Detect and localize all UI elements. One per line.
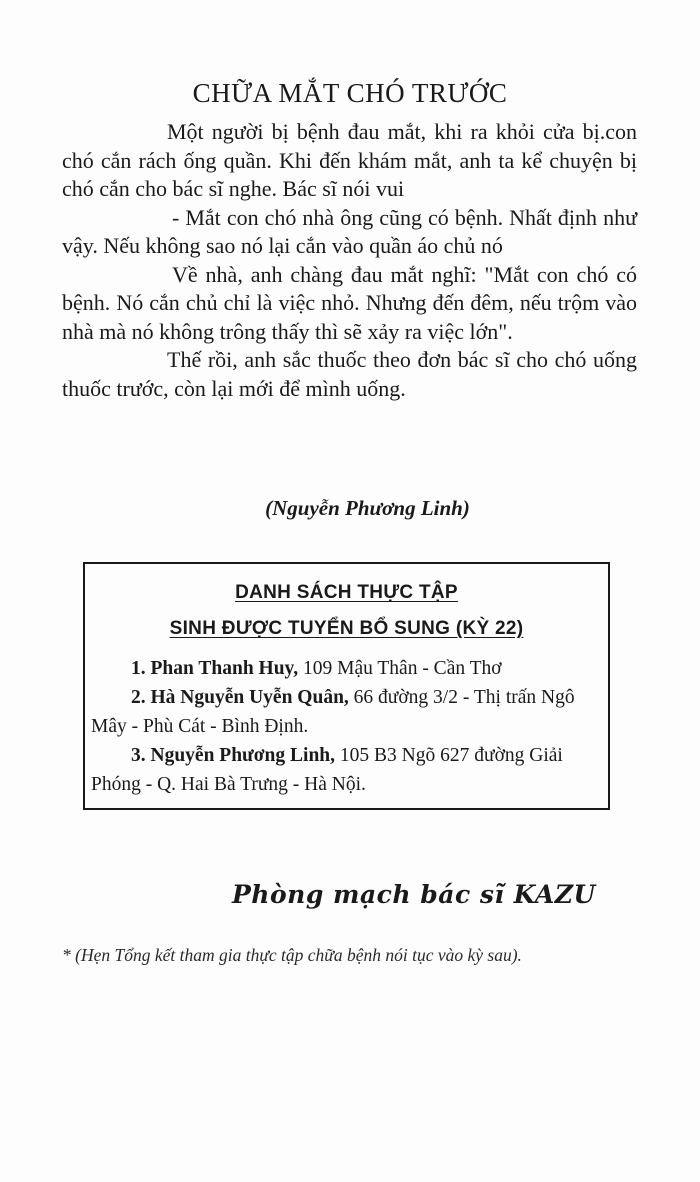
list-item	[91, 654, 613, 683]
intern-name: 1. Phan Thanh Huy,	[131, 658, 299, 679]
story-author: (Nguyễn Phương Linh)	[265, 496, 470, 520]
story-body	[62, 118, 637, 403]
intern-name: 2. Hà Nguyễn Uyễn Quân,	[131, 687, 349, 708]
intern-address: 66 đường 3/2 - Thị trấn Ngô Mây - Phù Cát - Bình Định.	[91, 687, 575, 737]
intern-list-title: DANH SÁCH THỰC TẬP	[235, 582, 458, 603]
intern-list	[91, 654, 613, 799]
story-paragraph: - Mắt con chó nhà ông cũng có bệnh. Nhất định như vậy. Nếu không sao nó lại cắn vào quần áo chủ nó	[62, 204, 637, 258]
intern-address: 105 B3 Ngõ 627 đường Giải Phóng - Q. Hai Bà Trưng - Hà Nội.	[91, 745, 563, 795]
clinic-signature: Phòng mạch bác sĩ KAZU	[232, 880, 596, 909]
story-paragraph: Về nhà, anh chàng đau mắt nghĩ: "Mắt con chó có bệnh. Nó cắn chủ chỉ là việc nhỏ. Nhưng đến đêm, nếu trộm vào nhà mà nó không trông thấy thì sẽ xảy ra việc lớn".	[62, 261, 637, 344]
story-paragraph: Một người bị bệnh đau mắt, khi ra khỏi cửa bị.con chó cắn rách ống quần. Khi đến khám mắt, anh ta kể chuyện bị chó cắn cho bác sĩ nghe. Bác sĩ nói vui	[62, 119, 637, 201]
story-paragraph: Thế rồi, anh sắc thuốc theo đơn bác sĩ cho chó uống thuốc trước, còn lại mới để mình uống.	[62, 347, 637, 401]
intern-address: 109 Mậu Thân - Cần Thơ	[298, 658, 502, 679]
intern-name: 3. Nguyễn Phương Linh,	[131, 745, 336, 766]
list-item	[91, 741, 613, 799]
intern-list-box	[83, 562, 610, 810]
story-title: CHỮA MẮT CHÓ TRƯỚC	[192, 78, 508, 108]
footnote: * (Hẹn Tổng kết tham gia thực tập chữa bệnh nói tục vào kỳ sau).	[62, 945, 522, 965]
intern-list-subtitle: SINH ĐƯỢC TUYỂN BỔ SUNG (KỲ 22)	[169, 618, 524, 639]
list-item	[91, 683, 613, 741]
